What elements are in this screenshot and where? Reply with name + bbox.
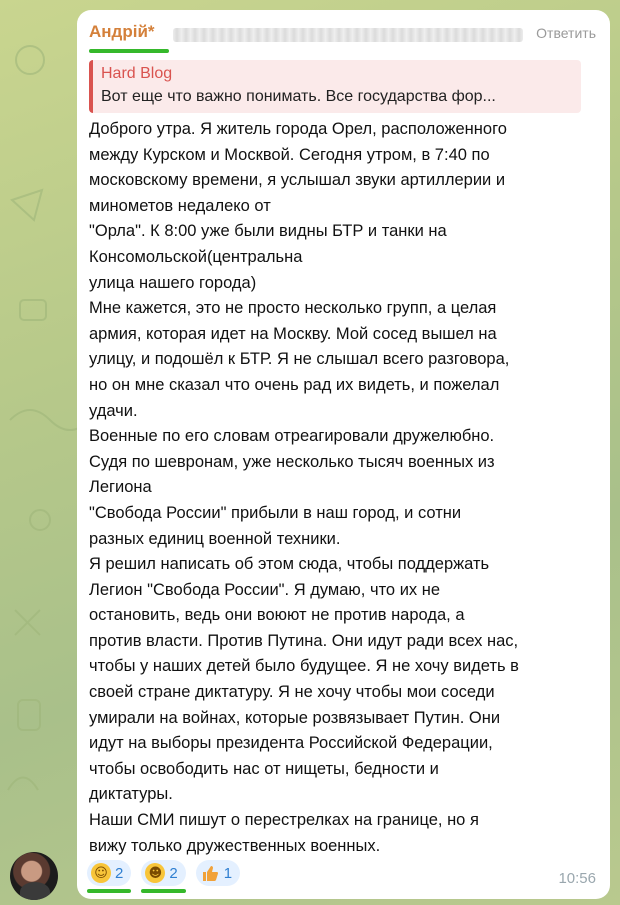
message-line: чтобы освободить нас от нищеты, бедности и [89, 759, 439, 778]
reactions-bar [87, 860, 240, 886]
message-line: Судя по шевронам, уже несколько тысяч военных из [89, 452, 495, 471]
redacted-text-strip [173, 28, 523, 42]
message-line: Консомольской(центральна [89, 247, 303, 266]
reaction-count: 2 [169, 864, 178, 882]
reaction-count: 2 [115, 864, 124, 882]
message-line: разных единиц военной техники. [89, 529, 341, 548]
message-line: Легиона [89, 478, 152, 497]
message-line: Мне кажется, это не просто несколько групп, а целая [89, 299, 497, 318]
message-line: московскому времени, я услышал звуки артиллерии и [89, 171, 506, 190]
message-line: удачи. [89, 401, 138, 420]
reaction-highlight-underline [87, 889, 131, 893]
message-line: диктатуры. [89, 785, 173, 804]
avatar[interactable] [10, 852, 58, 900]
reaction-thumbs-up[interactable] [196, 860, 240, 886]
quote-text: Вот еще что важно понимать. Все государства фор... [101, 88, 496, 105]
reaction-count: 1 [223, 864, 233, 882]
message-line: вижу только дружественных военных. [89, 836, 381, 855]
reaction-highlight-underline [141, 889, 185, 893]
message-text [89, 117, 596, 859]
thumbs-up-icon [200, 863, 220, 883]
message-line: остановить, ведь они воюют не против народа, а [89, 606, 465, 625]
message-line: против власти. Против Путина. Они идут ради всех нас, [89, 631, 519, 650]
quote-title: Hard Blog [101, 65, 173, 82]
rolling-laughing-face-icon: ☻ [145, 863, 165, 883]
message-line: умирали на войнах, которые розвязывает Путин. Они [89, 708, 501, 727]
message-bubble[interactable] [77, 10, 610, 899]
message-line: "Орла". К 8:00 уже были видны БТР и танки на [89, 222, 447, 241]
message-line: чтобы у наших детей было будущее. Я не хочу видеть в [89, 657, 519, 676]
message-line: "Свобода России" прибыли в наш город, и сотни [89, 503, 462, 522]
message-line: улица нашего города) [89, 273, 257, 292]
quoted-message[interactable] [89, 60, 581, 113]
reaction-grinning[interactable] [87, 860, 131, 886]
message-line: Я решил написать об этом сюда, чтобы поддержать [89, 555, 490, 574]
message-line: своей стране диктатуру. Я не хочу чтобы мои соседи [89, 683, 495, 702]
message-line: армия, которая идет на Москву. Мой сосед вышел на [89, 324, 497, 343]
message-line: Доброго утра. Я житель города Орел, расположенного [89, 120, 507, 138]
reply-button[interactable]: Ответить [536, 25, 596, 41]
message-header [89, 22, 596, 48]
message-line: улицу, и подошёл к БТР. Я не слышал всего разговора, [89, 350, 510, 369]
reaction-rolling-laughing[interactable] [141, 860, 185, 886]
sender-name[interactable]: Андрій* [89, 22, 155, 41]
grinning-face-icon: ☺ [91, 863, 111, 883]
message-line: минометов недалеко от [89, 196, 271, 215]
message-line: Военные по его словам отреагировали дружелюбно. [89, 427, 495, 446]
message-line: Наши СМИ пишут о перестрелках на границе, но я [89, 811, 479, 830]
message-time: 10:56 [558, 870, 596, 887]
message-line: идут на выборы президента Российской Федерации, [89, 734, 493, 753]
message-line: Легион "Свобода России". Я думаю, что их не [89, 580, 441, 599]
message-line: но он мне сказал что очень рад их видеть, и пожелал [89, 375, 500, 394]
sender-highlight-underline [89, 49, 169, 53]
message-line: между Курском и Москвой. Сегодня утром, в 7:40 по [89, 145, 490, 164]
